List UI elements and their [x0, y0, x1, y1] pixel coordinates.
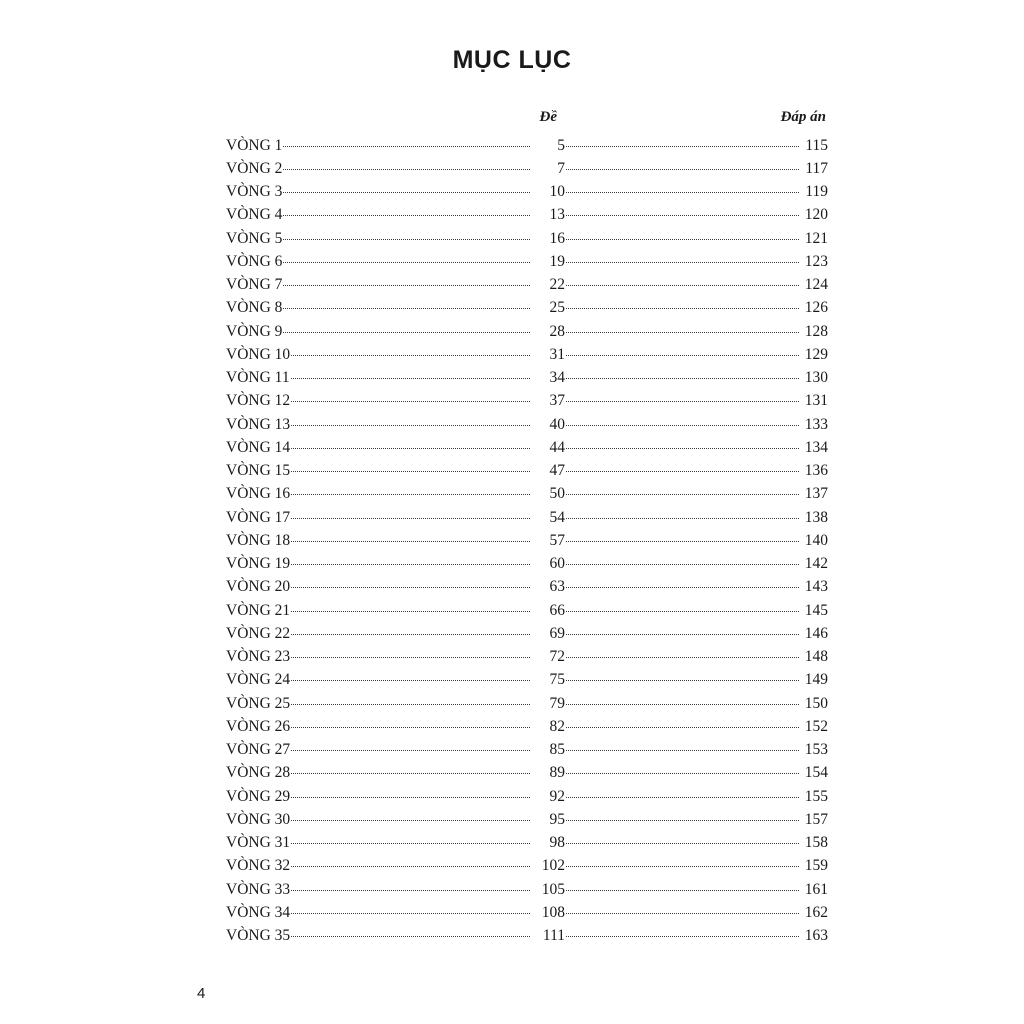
column-header-dap-an: Đáp án	[780, 109, 826, 125]
dot-leader	[291, 409, 530, 426]
entry-dap-an-page: 124	[804, 276, 828, 293]
entry-dap-an-page: 162	[804, 903, 828, 921]
entry-label: VÒNG 31	[226, 834, 291, 851]
entry-dap-an-page: 119	[805, 183, 828, 200]
entry-label: VÒNG 14	[226, 438, 291, 456]
entry-de-page: 40	[549, 415, 565, 433]
dot-leader	[566, 618, 799, 635]
dot-leader	[291, 897, 530, 914]
entry-dap-an-page: 149	[804, 671, 828, 689]
entry-de-page: 7	[557, 159, 565, 177]
dot-leader	[291, 618, 530, 635]
dot-leader	[566, 432, 799, 449]
entry-de-page: 108	[541, 903, 565, 921]
dot-leader	[291, 386, 530, 403]
entry-de-page: 60	[549, 555, 565, 572]
entry-dap-an-page: 121	[804, 229, 828, 247]
dot-leader	[566, 246, 799, 263]
entry-dap-an-page: 138	[804, 508, 828, 526]
entry-label: VÒNG 1	[226, 136, 283, 154]
entry-de-page: 57	[549, 531, 565, 549]
dot-leader	[291, 921, 530, 938]
dot-leader	[566, 688, 799, 705]
dot-leader	[283, 223, 530, 240]
entry-de-page: 54	[549, 508, 565, 526]
entry-de-page: 28	[549, 322, 565, 340]
entry-dap-an-page: 140	[804, 531, 828, 549]
dot-leader	[566, 479, 799, 496]
entry-label: VÒNG 12	[226, 392, 291, 410]
dot-leader	[291, 781, 530, 798]
dot-leader	[566, 735, 799, 752]
entry-dap-an-page: 145	[804, 601, 828, 619]
dot-leader	[283, 293, 530, 310]
dot-leader	[566, 153, 799, 170]
entry-label: VÒNG 25	[226, 694, 291, 712]
entry-label: VÒNG 11	[226, 369, 290, 386]
dot-leader	[566, 758, 799, 775]
entry-dap-an-page: 158	[804, 834, 828, 851]
entry-de-page: 63	[549, 578, 565, 596]
entry-label: VÒNG 28	[226, 764, 291, 782]
entry-dap-an-page: 115	[805, 136, 828, 154]
dot-leader	[566, 874, 799, 891]
entry-dap-an-page: 146	[804, 624, 828, 642]
entry-dap-an-page: 148	[804, 648, 828, 665]
entry-label: VÒNG 18	[226, 531, 291, 549]
dot-leader	[566, 293, 799, 310]
entry-label: VÒNG 35	[226, 927, 291, 944]
entry-de-page: 75	[549, 671, 565, 689]
dot-leader	[283, 130, 530, 147]
dot-leader	[566, 665, 799, 682]
entry-de-page: 69	[549, 624, 565, 642]
entry-de-page: 98	[549, 834, 565, 851]
dot-leader	[566, 200, 799, 217]
dot-leader	[566, 339, 799, 356]
entry-label: VÒNG 15	[226, 462, 291, 479]
entry-dap-an-page: 136	[804, 462, 828, 479]
page-number: 4	[197, 985, 206, 1002]
entry-label: VÒNG 10	[226, 345, 291, 363]
entry-dap-an-page: 157	[804, 810, 828, 828]
dot-leader	[566, 177, 799, 194]
entry-de-page: 22	[549, 276, 565, 293]
dot-leader	[291, 432, 530, 449]
dot-leader	[566, 386, 799, 403]
dot-leader	[283, 270, 530, 287]
dot-leader	[291, 479, 530, 496]
entry-dap-an-page: 134	[804, 438, 828, 456]
dot-leader	[566, 781, 799, 798]
dot-leader	[291, 874, 530, 891]
dot-leader	[291, 642, 530, 659]
entry-dap-an-page: 153	[804, 741, 828, 758]
dot-leader	[566, 270, 799, 287]
entry-dap-an-page: 128	[804, 322, 828, 340]
entry-de-page: 5	[557, 136, 565, 154]
entry-dap-an-page: 152	[804, 717, 828, 735]
entry-label: VÒNG 16	[226, 485, 291, 503]
entry-de-page: 25	[549, 299, 565, 317]
entry-de-page: 105	[541, 880, 565, 898]
toc-entry	[226, 924, 828, 947]
entry-label: VÒNG 33	[226, 880, 291, 898]
entry-dap-an-page: 150	[804, 694, 828, 712]
entry-de-page: 66	[549, 601, 565, 619]
dot-leader	[291, 549, 530, 566]
dot-leader	[566, 595, 799, 612]
dot-leader	[291, 711, 530, 728]
dot-leader	[566, 409, 799, 426]
entry-de-page: 95	[549, 810, 565, 828]
dot-leader	[566, 316, 799, 333]
dot-leader	[291, 456, 530, 473]
entry-dap-an-page: 131	[804, 392, 828, 410]
entry-de-page: 37	[549, 392, 565, 410]
entry-de-page: 44	[549, 438, 565, 456]
dot-leader	[291, 758, 530, 775]
dot-leader	[566, 921, 799, 938]
entry-label: VÒNG 21	[226, 601, 291, 619]
dot-leader	[566, 711, 799, 728]
toc-rows	[226, 133, 828, 947]
dot-leader	[566, 572, 799, 589]
entry-label: VÒNG 29	[226, 787, 291, 805]
entry-label: VÒNG 30	[226, 810, 291, 828]
dot-leader	[291, 595, 530, 612]
dot-leader	[291, 735, 530, 752]
dot-leader	[291, 502, 530, 519]
entry-label: VÒNG 20	[226, 578, 291, 596]
dot-leader	[291, 688, 530, 705]
entry-dap-an-page: 133	[804, 415, 828, 433]
entry-label: VÒNG 7	[226, 276, 283, 293]
entry-de-page: 31	[549, 345, 565, 363]
entry-label: VÒNG 23	[226, 648, 291, 665]
entry-dap-an-page: 137	[804, 485, 828, 503]
entry-de-page: 34	[549, 369, 565, 386]
dot-leader	[566, 223, 799, 240]
entry-label: VÒNG 5	[226, 229, 283, 247]
entry-de-page: 102	[541, 857, 565, 875]
entry-label: VÒNG 22	[226, 624, 291, 642]
entry-label: VÒNG 2	[226, 159, 283, 177]
entry-label: VÒNG 19	[226, 555, 291, 572]
dot-leader	[566, 549, 799, 566]
dot-leader	[566, 897, 799, 914]
entry-de-page: 89	[549, 764, 565, 782]
dot-leader	[283, 316, 530, 333]
entry-de-page: 92	[549, 787, 565, 805]
entry-de-page: 47	[549, 462, 565, 479]
dot-leader	[291, 851, 530, 868]
entry-de-page: 10	[549, 183, 565, 200]
dot-leader	[291, 665, 530, 682]
dot-leader	[566, 828, 799, 845]
entry-dap-an-page: 123	[804, 252, 828, 270]
entry-de-page: 13	[549, 206, 565, 224]
entry-label: VÒNG 13	[226, 415, 291, 433]
dot-leader	[291, 572, 530, 589]
entry-de-page: 19	[549, 252, 565, 270]
entry-dap-an-page: 126	[804, 299, 828, 317]
entry-label: VÒNG 27	[226, 741, 291, 758]
entry-label: VÒNG 17	[226, 508, 291, 526]
entry-de-page: 16	[549, 229, 565, 247]
table-of-contents	[226, 107, 828, 947]
dot-leader	[283, 153, 530, 170]
dot-leader	[566, 525, 799, 542]
entry-label: VÒNG 8	[226, 299, 283, 317]
dot-leader	[283, 246, 530, 263]
entry-label: VÒNG 4	[226, 206, 283, 224]
entry-label: VÒNG 34	[226, 903, 291, 921]
entry-dap-an-page: 129	[804, 345, 828, 363]
dot-leader	[566, 851, 799, 868]
entry-label: VÒNG 6	[226, 252, 283, 270]
entry-de-page: 79	[549, 694, 565, 712]
dot-leader	[291, 339, 530, 356]
dot-leader	[291, 525, 530, 542]
dot-leader	[291, 828, 530, 845]
entry-dap-an-page: 120	[804, 206, 828, 224]
dot-leader	[566, 456, 799, 473]
entry-dap-an-page: 117	[805, 159, 828, 177]
entry-de-page: 111	[542, 927, 565, 944]
entry-dap-an-page: 154	[804, 764, 828, 782]
entry-dap-an-page: 130	[804, 369, 828, 386]
entry-label: VÒNG 3	[226, 183, 283, 200]
dot-leader	[566, 804, 799, 821]
entry-dap-an-page: 161	[804, 880, 828, 898]
dot-leader	[566, 130, 799, 147]
entry-label: VÒNG 24	[226, 671, 291, 689]
entry-dap-an-page: 155	[804, 787, 828, 805]
dot-leader	[283, 177, 530, 194]
entry-label: VÒNG 32	[226, 857, 291, 875]
dot-leader	[566, 363, 799, 380]
dot-leader	[291, 363, 530, 380]
entry-dap-an-page: 143	[804, 578, 828, 596]
entry-dap-an-page: 163	[804, 927, 828, 944]
entry-de-page: 85	[549, 741, 565, 758]
dot-leader	[283, 200, 530, 217]
entry-label: VÒNG 9	[226, 322, 283, 340]
entry-de-page: 50	[549, 485, 565, 503]
dot-leader	[566, 502, 799, 519]
entry-dap-an-page: 159	[804, 857, 828, 875]
column-header-de: Đề	[539, 109, 557, 125]
entry-de-page: 72	[549, 648, 565, 665]
dot-leader	[291, 804, 530, 821]
entry-de-page: 82	[549, 717, 565, 735]
dot-leader	[566, 642, 799, 659]
entry-dap-an-page: 142	[804, 555, 828, 572]
entry-label: VÒNG 26	[226, 717, 291, 735]
page-title: MỤC LỤC	[452, 46, 572, 74]
